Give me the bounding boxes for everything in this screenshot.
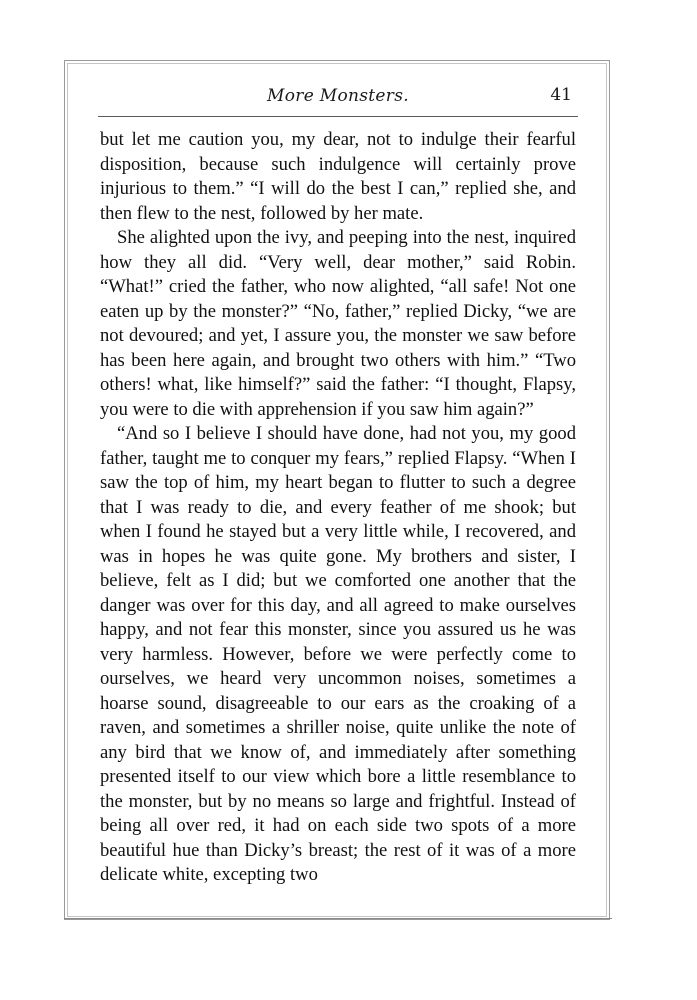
- paragraph-3: “And so I believe I should have done, had not you, my good father, taught me to conquer my fears,” replied Flapsy. “When I saw the top of him, my heart began to flutter to such a degree that I was ready to die, and every feather of me shook; but when I found he stayed but a very little while, I recovered, and was in hopes he was quite gone. My brothers and sister, I believe, felt as I did; but we comforted one another that the danger was over for this day, and all agreed to make ourselves happy, and not fear this monster, since you assured us he was very harmless. However, before we were perfectly come to ourselves, we heard very uncommon noises, sometimes a hoarse sound, disagreeable to our ears as the croaking of a raven, and sometimes a shriller noise, quite unlike the note of any bird that we know of, and immediately after something presented itself to our view which bore a little resemblance to the monster, but by no means so large and frightful. Instead of being all over red, it had on each side two spots of a more beautiful hue than Dicky’s breast; the rest of it was of a more delicate white, excepting two: [100, 423, 576, 885]
- running-title: More Monsters.: [267, 86, 409, 106]
- paragraph-1: but let me caution you, my dear, not to indulge their fearful disposition, because such indulgence will certainly prove injurious to them.” “I will do the best I can,” replied she, and then flew to the nest, followed by her mate.: [100, 129, 576, 224]
- paragraph-2: She alighted upon the ivy, and peeping into the nest, inquired how they all did. “Very well, dear mother,” said Robin. “What!” cried the father, who now alighted, “all safe! Not one eaten up by the monster?” “No, father,” replied Dicky, “we are not devoured; and yet, I assure you, the monster we saw before has been here again, and brought two others with him.” “Two others! what, like himself?” said the father: “I thought, Flapsy, you were to die with apprehension if you saw him again?”: [100, 227, 576, 420]
- body-text: [100, 128, 576, 888]
- header-rule: [98, 116, 578, 117]
- page-header: [100, 82, 576, 112]
- footer-rule: [64, 918, 612, 919]
- page-number: 41: [550, 85, 572, 105]
